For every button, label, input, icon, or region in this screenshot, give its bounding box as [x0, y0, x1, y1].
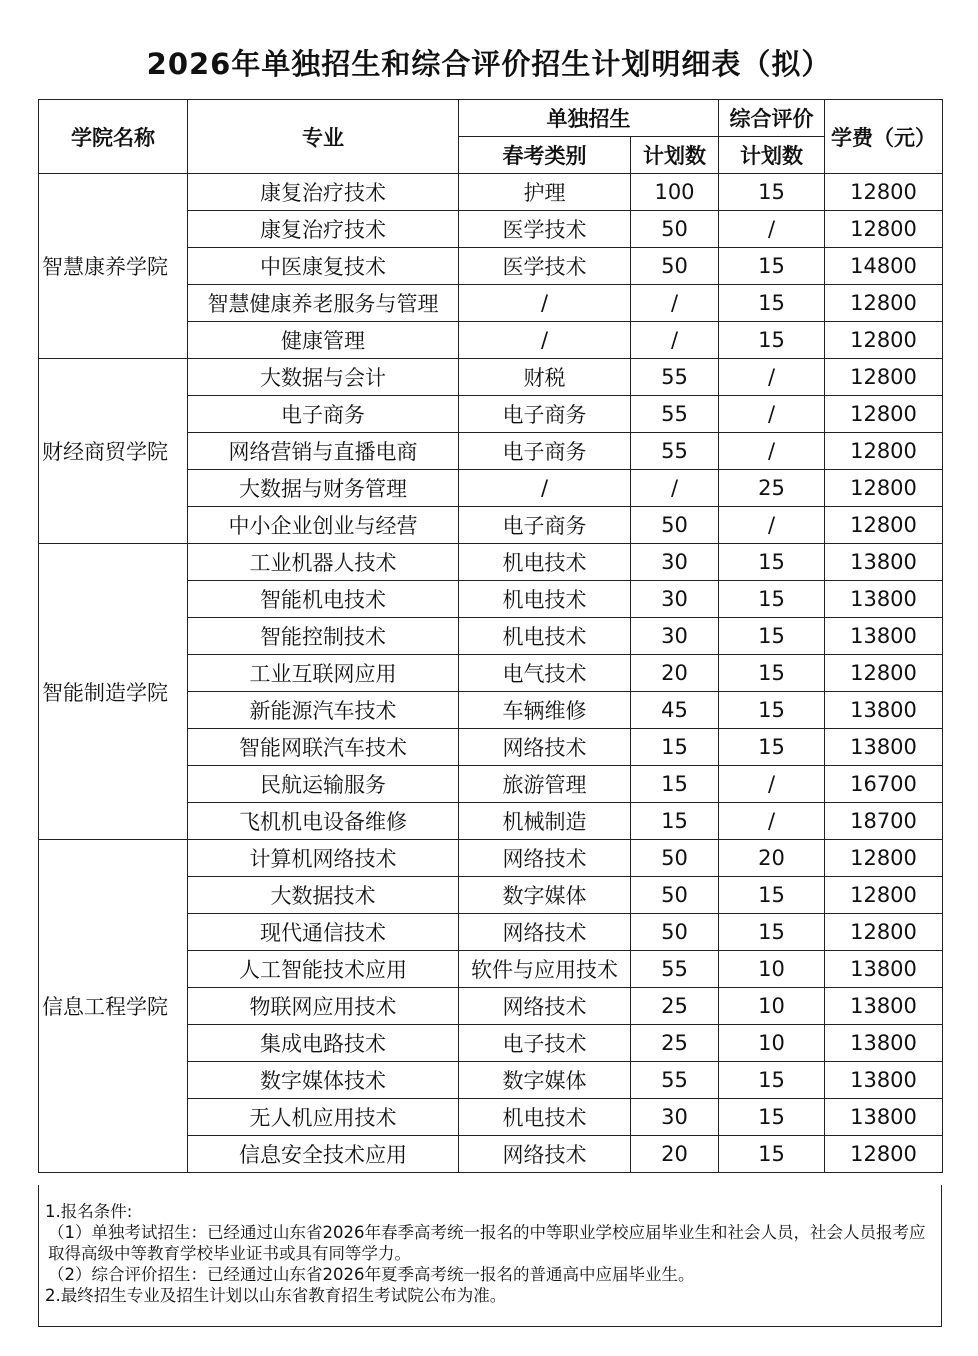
- major-name: 大数据技术: [188, 877, 459, 914]
- table-row: [39, 359, 943, 396]
- spring-category: 机械制造: [459, 803, 631, 840]
- spring-category: 电子商务: [459, 507, 631, 544]
- comprehensive-plan-count: /: [719, 433, 825, 470]
- header-spring-category: 春考类别: [459, 137, 631, 174]
- header-single-plan: 计划数: [631, 137, 719, 174]
- table-row: [39, 174, 943, 211]
- major-name: 飞机机电设备维修: [188, 803, 459, 840]
- tuition-fee: 12800: [825, 470, 943, 507]
- header-college: 学院名称: [39, 100, 188, 174]
- spring-category: 数字媒体: [459, 877, 631, 914]
- header-major: 专业: [188, 100, 459, 174]
- major-name: 民航运输服务: [188, 766, 459, 803]
- major-name: 中医康复技术: [188, 248, 459, 285]
- tuition-fee: 12800: [825, 655, 943, 692]
- single-plan-count: 30: [631, 581, 719, 618]
- major-name: 无人机应用技术: [188, 1099, 459, 1136]
- single-plan-count: 55: [631, 951, 719, 988]
- single-plan-count: 15: [631, 803, 719, 840]
- spring-category: 医学技术: [459, 211, 631, 248]
- single-plan-count: 30: [631, 544, 719, 581]
- comprehensive-plan-count: 10: [719, 988, 825, 1025]
- spring-category: 软件与应用技术: [459, 951, 631, 988]
- notes-box: [38, 1185, 942, 1327]
- major-name: 智慧健康养老服务与管理: [188, 285, 459, 322]
- major-name: 康复治疗技术: [188, 174, 459, 211]
- note-line: 2.最终招生专业及招生计划以山东省教育招生考试院公布为准。: [45, 1286, 507, 1305]
- single-plan-count: 30: [631, 1099, 719, 1136]
- college-name: 信息工程学院: [39, 840, 188, 1173]
- comprehensive-plan-count: 10: [719, 1025, 825, 1062]
- single-plan-count: 50: [631, 840, 719, 877]
- tuition-fee: 12800: [825, 877, 943, 914]
- tuition-fee: 12800: [825, 359, 943, 396]
- major-name: 健康管理: [188, 322, 459, 359]
- tuition-fee: 13800: [825, 1099, 943, 1136]
- header-comp-plan: 计划数: [719, 137, 825, 174]
- note-line: （2）综合评价招生：已经通过山东省2026年夏季高考统一报名的普通高中应届毕业生。: [48, 1265, 695, 1284]
- comprehensive-plan-count: 15: [719, 544, 825, 581]
- comprehensive-plan-count: /: [719, 803, 825, 840]
- major-name: 信息安全技术应用: [188, 1136, 459, 1173]
- spring-category: 网络技术: [459, 729, 631, 766]
- spring-category: 电子商务: [459, 396, 631, 433]
- single-plan-count: 50: [631, 507, 719, 544]
- tuition-fee: 13800: [825, 1062, 943, 1099]
- major-name: 大数据与会计: [188, 359, 459, 396]
- comprehensive-plan-count: /: [719, 211, 825, 248]
- tuition-fee: 13800: [825, 692, 943, 729]
- major-name: 人工智能技术应用: [188, 951, 459, 988]
- single-plan-count: 55: [631, 1062, 719, 1099]
- comprehensive-plan-count: /: [719, 359, 825, 396]
- major-name: 数字媒体技术: [188, 1062, 459, 1099]
- header-single-enrollment: 单独招生: [459, 100, 719, 137]
- single-plan-count: 25: [631, 1025, 719, 1062]
- college-name: 智能制造学院: [39, 544, 188, 840]
- single-plan-count: 100: [631, 174, 719, 211]
- tuition-fee: 12800: [825, 396, 943, 433]
- comprehensive-plan-count: 15: [719, 322, 825, 359]
- single-plan-count: 55: [631, 359, 719, 396]
- spring-category: /: [459, 285, 631, 322]
- single-plan-count: 25: [631, 988, 719, 1025]
- note-line: 1.报名条件:: [45, 1202, 133, 1221]
- single-plan-count: 30: [631, 618, 719, 655]
- major-name: 电子商务: [188, 396, 459, 433]
- single-plan-count: /: [631, 470, 719, 507]
- spring-category: 机电技术: [459, 581, 631, 618]
- header-row-1: [39, 100, 943, 137]
- spring-category: 机电技术: [459, 544, 631, 581]
- comprehensive-plan-count: 15: [719, 1062, 825, 1099]
- tuition-fee: 12800: [825, 322, 943, 359]
- spring-category: 车辆维修: [459, 692, 631, 729]
- college-name: 财经商贸学院: [39, 359, 188, 544]
- comprehensive-plan-count: 15: [719, 618, 825, 655]
- tuition-fee: 12800: [825, 1136, 943, 1173]
- comprehensive-plan-count: 15: [719, 877, 825, 914]
- single-plan-count: /: [631, 322, 719, 359]
- single-plan-count: /: [631, 285, 719, 322]
- spring-category: /: [459, 322, 631, 359]
- single-plan-count: 20: [631, 1136, 719, 1173]
- table-row: [39, 544, 943, 581]
- comprehensive-plan-count: 15: [719, 1099, 825, 1136]
- comprehensive-plan-count: 15: [719, 1136, 825, 1173]
- comprehensive-plan-count: 20: [719, 840, 825, 877]
- comprehensive-plan-count: 15: [719, 174, 825, 211]
- tuition-fee: 13800: [825, 618, 943, 655]
- comprehensive-plan-count: 15: [719, 581, 825, 618]
- spring-category: 电气技术: [459, 655, 631, 692]
- tuition-fee: 13800: [825, 729, 943, 766]
- comprehensive-plan-count: /: [719, 507, 825, 544]
- major-name: 智能机电技术: [188, 581, 459, 618]
- header-comprehensive-evaluation: 综合评价: [719, 100, 825, 137]
- spring-category: 财税: [459, 359, 631, 396]
- comprehensive-plan-count: 25: [719, 470, 825, 507]
- tuition-fee: 13800: [825, 988, 943, 1025]
- tuition-fee: 13800: [825, 1025, 943, 1062]
- major-name: 物联网应用技术: [188, 988, 459, 1025]
- major-name: 大数据与财务管理: [188, 470, 459, 507]
- major-name: 中小企业创业与经营: [188, 507, 459, 544]
- spring-category: 网络技术: [459, 840, 631, 877]
- table-row: [39, 840, 943, 877]
- spring-category: 网络技术: [459, 1136, 631, 1173]
- major-name: 网络营销与直播电商: [188, 433, 459, 470]
- page-title: 2026年单独招生和综合评价招生计划明细表（拟）: [146, 47, 832, 81]
- spring-category: 网络技术: [459, 914, 631, 951]
- comprehensive-plan-count: 15: [719, 248, 825, 285]
- comprehensive-plan-count: /: [719, 396, 825, 433]
- single-plan-count: 20: [631, 655, 719, 692]
- tuition-fee: 13800: [825, 544, 943, 581]
- spring-category: 机电技术: [459, 1099, 631, 1136]
- college-name: 智慧康养学院: [39, 174, 188, 359]
- tuition-fee: 13800: [825, 581, 943, 618]
- spring-category: 旅游管理: [459, 766, 631, 803]
- spring-category: 网络技术: [459, 988, 631, 1025]
- tuition-fee: 12800: [825, 840, 943, 877]
- major-name: 集成电路技术: [188, 1025, 459, 1062]
- major-name: 新能源汽车技术: [188, 692, 459, 729]
- spring-category: 电子技术: [459, 1025, 631, 1062]
- single-plan-count: 50: [631, 211, 719, 248]
- major-name: 现代通信技术: [188, 914, 459, 951]
- spring-category: 机电技术: [459, 618, 631, 655]
- enrollment-plan-table: [38, 99, 943, 1173]
- spring-category: 护理: [459, 174, 631, 211]
- major-name: 工业机器人技术: [188, 544, 459, 581]
- spring-category: 数字媒体: [459, 1062, 631, 1099]
- single-plan-count: 50: [631, 248, 719, 285]
- tuition-fee: 12800: [825, 211, 943, 248]
- comprehensive-plan-count: 10: [719, 951, 825, 988]
- note-line: （1）单独考试招生：已经通过山东省2026年春季高考统一报名的中等职业学校应届毕业生和社会人员，社会人员报考应取得高级中等教育学校毕业证书或具有同等学力。: [48, 1223, 926, 1263]
- major-name: 计算机网络技术: [188, 840, 459, 877]
- comprehensive-plan-count: 15: [719, 692, 825, 729]
- spring-category: 电子商务: [459, 433, 631, 470]
- single-plan-count: 55: [631, 396, 719, 433]
- comprehensive-plan-count: 15: [719, 285, 825, 322]
- major-name: 工业互联网应用: [188, 655, 459, 692]
- comprehensive-plan-count: /: [719, 766, 825, 803]
- tuition-fee: 12800: [825, 285, 943, 322]
- tuition-fee: 12800: [825, 507, 943, 544]
- tuition-fee: 12800: [825, 914, 943, 951]
- tuition-fee: 18700: [825, 803, 943, 840]
- comprehensive-plan-count: 15: [719, 655, 825, 692]
- tuition-fee: 13800: [825, 951, 943, 988]
- single-plan-count: 45: [631, 692, 719, 729]
- single-plan-count: 15: [631, 766, 719, 803]
- single-plan-count: 55: [631, 433, 719, 470]
- comprehensive-plan-count: 15: [719, 914, 825, 951]
- tuition-fee: 12800: [825, 174, 943, 211]
- comprehensive-plan-count: 15: [719, 729, 825, 766]
- header-fee: 学费（元）: [825, 100, 943, 174]
- single-plan-count: 15: [631, 729, 719, 766]
- tuition-fee: 16700: [825, 766, 943, 803]
- spring-category: 医学技术: [459, 248, 631, 285]
- major-name: 智能控制技术: [188, 618, 459, 655]
- spring-category: /: [459, 470, 631, 507]
- tuition-fee: 12800: [825, 433, 943, 470]
- single-plan-count: 50: [631, 877, 719, 914]
- tuition-fee: 14800: [825, 248, 943, 285]
- single-plan-count: 50: [631, 914, 719, 951]
- major-name: 康复治疗技术: [188, 211, 459, 248]
- major-name: 智能网联汽车技术: [188, 729, 459, 766]
